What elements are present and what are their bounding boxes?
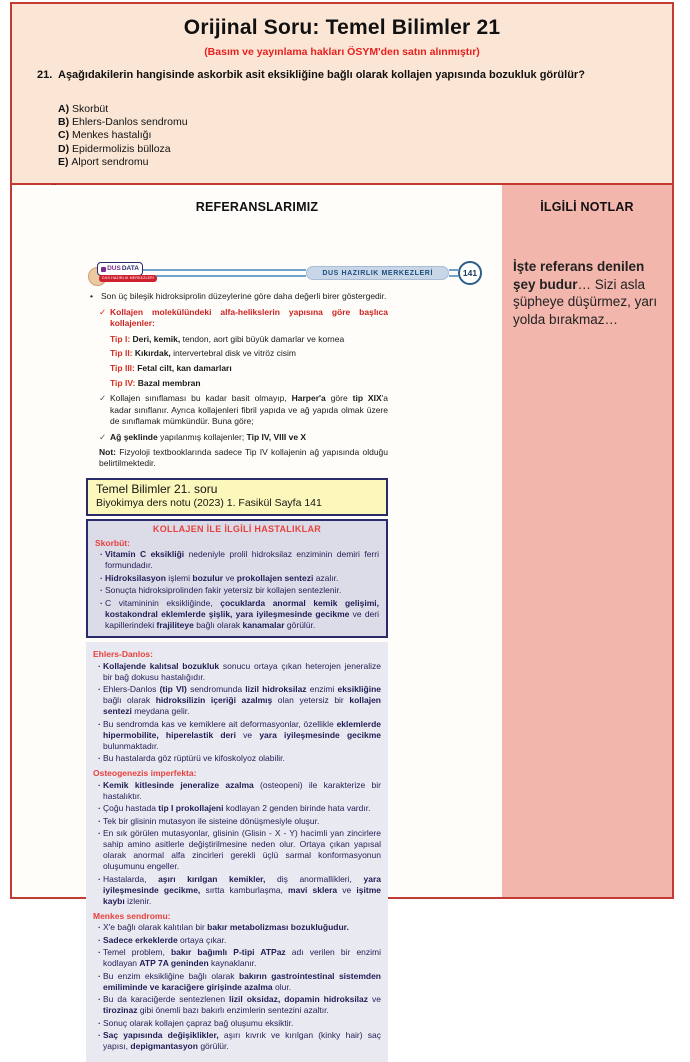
- text-segment: Harper'a: [291, 393, 326, 404]
- reference-line-text: [99, 447, 388, 469]
- text-segment: 'a kadar sınıflanır. Ayrıca kollajenleri fibril yapıda ve ağ yapıda olmak üzere de sınıflamak mümkündür. Buna göre;: [110, 393, 388, 426]
- option-row: [58, 156, 656, 169]
- text-segment: Sonuçta hidroksiprolinden fakir yetersiz bir kollajen sentezlenir.: [105, 585, 342, 596]
- text-segment: bağlı olarak: [193, 619, 243, 630]
- text-segment: yapılanmış kollajenler;: [157, 431, 247, 442]
- option-letter: A): [58, 103, 72, 115]
- page-title: Orijinal Soru: Temel Bilimler 21: [183, 16, 501, 39]
- question-number: 21.: [37, 69, 53, 81]
- note-bullet: [93, 753, 381, 764]
- text-segment: tip XIX: [352, 393, 382, 404]
- logo-square-icon: [101, 267, 106, 272]
- option-row: [58, 103, 656, 116]
- text-segment: En sık görülen mutasyonlar, glisinin (Glisin - X - Y) hacimli yan zincirlere sahip amino asitlerle değiştirilmesine neden olur. Ortaya çıkan yapısal olarak anormal alfa zincirleri gerekli üçlü sarmal konformasyonun oluşumunu engeller.: [103, 828, 381, 872]
- text-segment: prokollajen sentezi: [236, 572, 314, 583]
- text-segment: bozulur: [192, 572, 224, 583]
- text-segment: kollajen sentezi: [103, 695, 381, 717]
- reference-line: [86, 432, 388, 443]
- bullet-marker: ·: [98, 660, 101, 671]
- disease-section-header: Skorbüt:: [95, 537, 130, 548]
- note-bullet: [93, 1018, 381, 1029]
- lower-area: [12, 185, 672, 1052]
- note-bullet: [93, 816, 381, 827]
- note-bullet-text: [105, 573, 379, 584]
- text-segment: bakır bağımlı P-tipi ATPaz: [170, 947, 286, 958]
- text-segment: aşırı kıvrık ve kırılgan (kinky hair) saç yapısı,: [103, 1030, 381, 1052]
- note-bullet: [93, 1030, 381, 1052]
- brand-banner: [95, 260, 482, 286]
- bullet-marker: ·: [98, 828, 101, 839]
- option-letter: E): [58, 155, 72, 168]
- bullet-marker: ·: [98, 803, 101, 814]
- option-text: Epidermolizis bülloza: [72, 142, 171, 155]
- text-segment: Saç yapısında değişiklikler,: [103, 1030, 219, 1041]
- bullet-marker: ·: [98, 934, 101, 945]
- notes-text-rest: … Sizi asla şüpheye düşürmez, yarı yolda bırakmaz…: [513, 276, 658, 327]
- collagen-box-title: KOLLAJEN İLE İLGİLİ HASTALIKLAR: [152, 523, 322, 534]
- text-segment: gibi önemli bazı bakırlı enzimlerin sentezini azaltır.: [137, 1005, 329, 1016]
- text-segment: ve deri kapillerindeki: [105, 608, 379, 630]
- option-text: Ehlers-Danlos sendromu: [72, 116, 188, 129]
- note-bullet-text: [105, 549, 379, 571]
- reference-line-text: [110, 363, 388, 374]
- text-segment: Temel problem,: [103, 947, 171, 958]
- bullet-marker: ·: [100, 572, 103, 583]
- text-segment: kodlayan 2 genden birinde hata vardır.: [223, 803, 371, 814]
- reference-line: [86, 307, 388, 329]
- reference-line: [86, 378, 388, 389]
- bullet-marker: ·: [100, 597, 103, 608]
- reference-line: [86, 363, 388, 374]
- text-segment: Tip III:: [110, 363, 138, 374]
- option-letter: D): [58, 142, 72, 155]
- source-box: [86, 478, 388, 516]
- disease-section-header: Ehlers-Danlos:: [93, 649, 153, 660]
- note-bullet: [93, 661, 381, 683]
- option-text: Alport sendromu: [71, 155, 149, 168]
- question-text: Aşağıdakilerin hangisinde askorbik asit eksikliğine bağlı olarak kollajen yapısında bozukluk görülür?: [58, 69, 585, 81]
- text-segment: Ağ şeklinde: [110, 431, 158, 442]
- text-segment: diş anormallikleri,: [265, 873, 364, 884]
- text-segment: yara iyileşmesinde gecikme,: [103, 873, 381, 895]
- note-bullet: [93, 719, 381, 752]
- page-subtitle: (Basım ve yayınlama hakları ÖSYM'den satın alınmıştır): [204, 46, 480, 58]
- logo-text-data: DATA: [121, 264, 139, 272]
- text-segment: kaynaklanır.: [208, 958, 257, 969]
- bullet-marker: ·: [98, 947, 101, 958]
- text-segment: hidroksilizin içeriği azalmış: [155, 695, 273, 706]
- note-bullet-text: [103, 947, 381, 969]
- text-segment: Kollajen molekülündeki alfa-helikslerin yapısına göre başlıca kollajenler:: [110, 306, 388, 328]
- note-bullet: [93, 922, 381, 933]
- option-letter: C): [58, 129, 72, 142]
- source-subtitle: Biyokimya ders notu (2023) 1. Fasikül Sayfa 141: [96, 496, 322, 509]
- page-sheet: [10, 2, 674, 1052]
- text-segment: azalır.: [313, 572, 339, 583]
- text-segment: C vitamininin eksikliğinde,: [105, 597, 221, 608]
- bullet-marker: ·: [100, 585, 103, 596]
- text-segment: Bu da karaciğerde sentezlenen: [103, 994, 230, 1005]
- text-segment: Fetal cilt, kan damarları: [137, 363, 232, 374]
- bullet-marker: ·: [98, 753, 101, 764]
- text-segment: enzimi: [306, 684, 338, 695]
- text-segment: adı verilen bir enzimi kodlayan: [103, 947, 382, 969]
- text-segment: lizil hidroksilaz: [245, 684, 307, 695]
- bullet-marker: ·: [98, 1030, 101, 1041]
- note-bullet-text: [103, 935, 381, 946]
- text-segment: Bu sendromda kas ve kemiklere ait deformasyonlar, özellikle: [103, 718, 337, 729]
- note-bullet-text: [103, 803, 381, 814]
- text-segment: yara iyileşmesinde gecikme: [259, 729, 381, 740]
- option-row: [58, 116, 656, 129]
- note-bullet-text: [103, 1018, 381, 1029]
- bullet-marker: ·: [98, 684, 101, 695]
- note-bullet-text: [103, 816, 381, 827]
- logo-badge: DUS HAZIRLIK MERKEZLERİ: [99, 275, 157, 282]
- text-segment: Tip I:: [110, 333, 133, 344]
- notes-text: [513, 258, 662, 328]
- reference-line-text: [110, 348, 388, 359]
- text-segment: işlemi: [165, 572, 193, 583]
- note-bullet: [93, 874, 381, 907]
- reference-line-text: [110, 393, 388, 427]
- text-segment: Çoğu hastada: [103, 803, 159, 814]
- text-segment: sonucu ortaya çıkan heterojen jeneralize bir bağ dokusu hastalığıdır.: [103, 660, 381, 682]
- note-bullet-text: [103, 828, 381, 872]
- text-segment: Kollajende kalıtsal bozukluk: [103, 660, 220, 671]
- notes-text-bold: İşte referans denilen şey budur: [513, 259, 645, 292]
- option-text: Menkes hastalığı: [72, 129, 152, 142]
- text-segment: Bazal membran: [137, 377, 201, 388]
- text-segment: Hidroksilasyon: [105, 572, 166, 583]
- text-segment: (osteopeni) ile karakterize bir hastalıktır.: [103, 779, 381, 801]
- text-segment: görülür.: [284, 619, 316, 630]
- text-segment: Deri, kemik,: [132, 333, 181, 344]
- boxed-sections: [95, 538, 379, 631]
- text-segment: işitme kaybı: [103, 884, 381, 906]
- text-segment: aşırı kırılgan kemikler,: [158, 873, 266, 884]
- text-segment: depigmantasyon: [130, 1041, 198, 1052]
- text-segment: izlenir.: [124, 895, 152, 906]
- text-segment: frajiliteye: [156, 619, 194, 630]
- reference-line: [86, 447, 388, 469]
- text-segment: Tip II:: [110, 348, 135, 359]
- note-bullet-text: [103, 753, 381, 764]
- text-segment: Tip IV, VIII ve X: [246, 431, 307, 442]
- text-segment: ve: [235, 729, 260, 740]
- bullet-marker: ·: [98, 994, 101, 1005]
- text-segment: Sadece erkeklerde: [103, 934, 178, 945]
- text-segment: Bu hastalarda göz rüptürü ve kifoskolyoz olabilir.: [103, 753, 285, 764]
- notes-column: [502, 185, 672, 897]
- check-marker: ✓: [99, 393, 107, 404]
- text-segment: ATP 7A geninden: [139, 958, 209, 969]
- bullet-marker: ·: [98, 873, 101, 884]
- text-segment: bulunmaktadır.: [103, 740, 159, 751]
- reference-line-text: [110, 432, 388, 443]
- text-segment: Sonuç olarak kollajen çapraz bağ oluşumu eksiktir.: [103, 1017, 294, 1028]
- option-row: [58, 143, 656, 156]
- text-segment: meydana gelir.: [131, 706, 190, 717]
- reference-content: [86, 291, 388, 1062]
- note-bullet: [95, 598, 379, 631]
- reference-line: [86, 393, 388, 427]
- question-panel: [12, 4, 672, 185]
- text-segment: Hastalarda,: [103, 873, 159, 884]
- reference-line: [86, 348, 388, 359]
- note-bullet: [93, 828, 381, 872]
- text-segment: ve: [337, 884, 357, 895]
- text-segment: ve: [223, 572, 237, 583]
- text-segment: lizil oksidaz, dopamin hidroksilaz: [229, 994, 369, 1005]
- text-segment: çocuklarda anormal kemik gelişimi, kostakondral eklemlerde şişlik, yara iyileşmesinde gecikme: [105, 597, 379, 619]
- disease-section-header: Osteogenezis imperfekta:: [93, 768, 197, 779]
- note-bullet: [93, 947, 381, 969]
- text-segment: bakır metabolizması bozukluğudur.: [207, 922, 349, 933]
- reference-line-text: [110, 307, 388, 329]
- text-segment: Not:: [99, 447, 116, 458]
- text-segment: sendromunda: [186, 684, 246, 695]
- text-segment: Kıkırdak,: [134, 348, 171, 359]
- text-segment: ve: [368, 994, 381, 1005]
- note-bullet-text: [103, 684, 381, 717]
- source-title: Temel Bilimler 21. soru: [96, 481, 218, 496]
- reference-line-text: [101, 291, 388, 302]
- collagen-disease-box: [86, 519, 388, 639]
- note-bullet-text: [103, 994, 381, 1016]
- text-segment: olur.: [272, 981, 292, 992]
- text-segment: Son üç bileşik hidroksiprolin düzeylerine göre daha değerli birer göstergedir.: [101, 291, 387, 301]
- note-bullet-text: [103, 780, 381, 802]
- bullet-marker: ·: [100, 549, 103, 560]
- logo-text-dus: DUS: [107, 264, 121, 272]
- question-row: [28, 69, 656, 82]
- references-column: [12, 185, 502, 1052]
- text-segment: Tip IV:: [110, 377, 138, 388]
- bullet-marker: ·: [98, 815, 101, 826]
- text-segment: tendon, aort gibi büyük damarlar ve kornea: [180, 333, 345, 344]
- note-bullet: [93, 803, 381, 814]
- text-segment: mavi sklera: [288, 884, 338, 895]
- disease-section-header: Menkes sendromu:: [93, 910, 171, 921]
- bullet-marker: ·: [98, 922, 101, 933]
- banner-rule-short: [449, 269, 458, 277]
- note-bullet-text: [103, 719, 381, 752]
- note-bullet-text: [103, 1030, 381, 1052]
- note-bullet-text: [103, 874, 381, 907]
- check-marker: ✓: [99, 431, 107, 442]
- text-segment: eksikliğine: [337, 684, 381, 695]
- logo-card: [97, 262, 143, 276]
- note-bullet-text: [103, 661, 381, 683]
- note-bullet-text: [105, 585, 379, 596]
- note-bullet: [93, 935, 381, 946]
- note-bullet-text: [105, 598, 379, 631]
- option-letter: B): [58, 116, 72, 129]
- banner-rule: [143, 269, 306, 277]
- text-segment: X'e bağlı olarak kalıtılan bir: [103, 922, 208, 933]
- bullet-marker: •: [90, 291, 93, 301]
- reference-line: [86, 291, 388, 302]
- text-segment: sırtta kamburlaşma,: [200, 884, 289, 895]
- text-segment: tirozinaz: [103, 1005, 138, 1016]
- text-segment: Kollajen sınıflaması bu kadar basit olmayıp,: [110, 393, 292, 404]
- bullet-marker: ·: [98, 779, 101, 790]
- text-segment: (tip VI): [159, 684, 187, 695]
- text-segment: kanamalar: [242, 619, 285, 630]
- disease-notes: [86, 642, 388, 1062]
- note-bullet-text: [103, 971, 381, 993]
- reference-line: [86, 334, 388, 345]
- option-row: [58, 129, 656, 142]
- text-segment: Fizyoloji textbooklarında sadece Tip IV kollajenin ağ yapısında olduğu belirtilmektedir.: [99, 447, 388, 469]
- notes-header: İLGİLİ NOTLAR: [540, 200, 634, 214]
- text-segment: tip I prokollajeni: [158, 803, 224, 814]
- bullet-marker: ·: [98, 1017, 101, 1028]
- note-bullet: [93, 780, 381, 802]
- page-number-badge: 141: [458, 261, 482, 285]
- dusdata-logo: [95, 262, 155, 284]
- text-segment: Tek bir glisinin mutasyon ile sisteine dönüşmesiyle oluşur.: [103, 815, 320, 826]
- text-segment: bağlı olarak: [103, 695, 156, 706]
- text-segment: Ehlers-Danlos: [103, 684, 160, 695]
- note-bullet: [95, 573, 379, 584]
- banner-center-label: DUS HAZIRLIK MERKEZLERİ: [306, 266, 449, 280]
- text-segment: nedeniyle prolil hidroksilaz enziminin demiri ferri formundadır.: [105, 549, 379, 571]
- bullet-marker: ·: [98, 970, 101, 981]
- references-header: REFERANSLARIMIZ: [195, 200, 319, 214]
- reference-line-text: [110, 334, 388, 345]
- bullet-marker: ·: [98, 718, 101, 729]
- text-segment: bakırın gastrointestinal sistemden emiliminde ve karaciğere girişinde azalma: [103, 970, 381, 992]
- note-bullet: [93, 684, 381, 717]
- note-bullet: [93, 994, 381, 1016]
- note-bullet-text: [103, 922, 381, 933]
- text-segment: Bu enzim eksikliğine bağlı olarak: [103, 970, 239, 981]
- text-segment: intervertebral disk ve vitröz cisim: [170, 348, 296, 359]
- option-text: Skorbüt: [72, 103, 109, 115]
- note-bullet: [95, 585, 379, 596]
- text-segment: Vitamin C eksikliği: [105, 549, 185, 560]
- text-segment: ortaya çıkar.: [177, 934, 227, 945]
- reference-line-text: [110, 378, 388, 389]
- check-marker: ✓: [99, 306, 107, 317]
- text-segment: Kemik kitlesinde jeneralize azalma: [103, 779, 254, 790]
- note-bullet: [93, 971, 381, 993]
- text-segment: olan yetersiz bir: [272, 695, 350, 706]
- text-segment: görülür.: [197, 1041, 229, 1052]
- reference-lines: [86, 291, 388, 470]
- options-list: [58, 103, 656, 169]
- text-segment: göre: [325, 393, 353, 404]
- note-bullet: [95, 549, 379, 571]
- text-segment: eklemlerde hipermobilite, hiperelastik deri: [103, 718, 381, 740]
